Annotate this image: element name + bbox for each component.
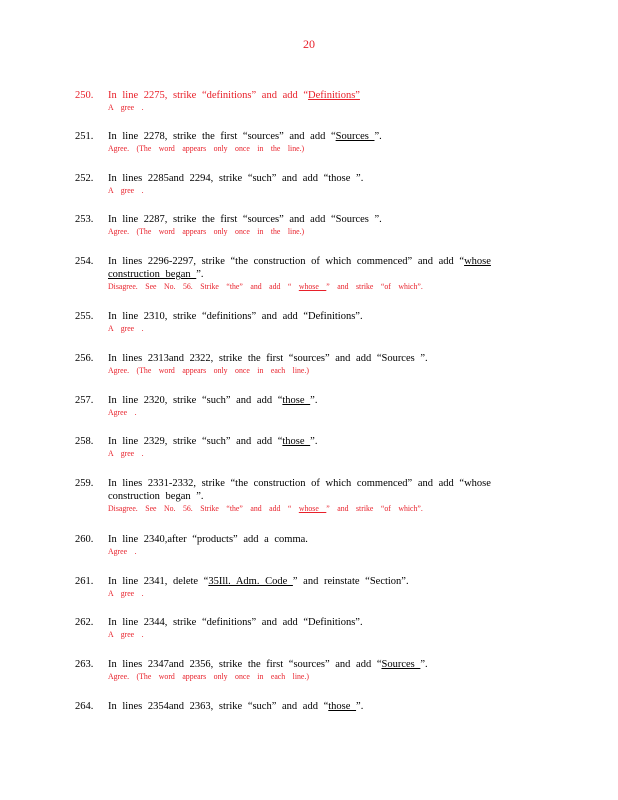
text-segment: ”. [310, 395, 318, 406]
text-segment: In line 2287, strike the first “sources” and add “Sources ”. [108, 214, 382, 225]
item-body [108, 394, 538, 418]
item-number: 262. [75, 617, 94, 628]
amendment-text [108, 352, 538, 365]
amendment-text [108, 533, 538, 546]
underlined-text: 35Ill. Adm. Code [208, 576, 293, 587]
response-text: Agree. (The word appears only once in each line.) [108, 671, 309, 681]
underlined-text: Sources [335, 131, 375, 142]
amendment-text [108, 130, 538, 143]
amendment-text [108, 658, 538, 671]
item-number: 256. [75, 353, 94, 364]
text-segment: In lines 2354and 2363, strike “such” and add “ [108, 701, 329, 712]
response-text: Agree . [108, 546, 137, 556]
underlined-text: whose [464, 256, 491, 267]
amendment-text [108, 477, 538, 490]
text-segment: In lines 2313and 2322, strike the first “sources” and add “Sources ”. [108, 353, 428, 364]
text-segment: ” and strike “of which”. [326, 503, 423, 513]
item-body [108, 255, 538, 292]
text-segment: In line 2340,after “products” add a comma. [108, 534, 308, 545]
item-number: 257. [75, 395, 94, 406]
item-number: 250. [75, 90, 94, 101]
amendment-text [108, 394, 538, 407]
item-number: 264. [75, 701, 94, 712]
response-text: A gree . [108, 185, 144, 195]
item-number: 253. [75, 214, 94, 225]
item-body [108, 310, 538, 334]
text-segment: ”. [356, 701, 364, 712]
text-segment: In lines 2331-2332, strike “the construction of which commenced” and add “whose [108, 478, 491, 489]
amendment-text [108, 575, 538, 588]
amendment-text-continued [108, 268, 538, 281]
response-text: A gree . [108, 588, 144, 598]
text-segment: construction began ”. [108, 491, 204, 502]
item-body [108, 130, 538, 154]
text-segment: In lines 2347and 2356, strike the first “sources” and add “ [108, 659, 382, 670]
amendment-text [108, 435, 538, 448]
text-segment: In line 2278, strike the first “sources” and add “ [108, 131, 336, 142]
amendment-text [108, 310, 538, 323]
response-text: Agree . [108, 407, 137, 417]
item-body [108, 172, 538, 196]
response-text: A gree . [108, 448, 144, 458]
text-segment: ”. [196, 269, 204, 280]
underlined-text: those [328, 701, 357, 712]
amendment-text [108, 255, 538, 268]
underlined-text: those [282, 436, 311, 447]
item-number: 258. [75, 436, 94, 447]
response-text: Agree. (The word appears only once in each line.) [108, 365, 309, 375]
item-body [108, 89, 538, 113]
response-text: Agree. (The word appears only once in the line.) [108, 226, 305, 236]
text-segment: ” and strike “of which”. [326, 281, 423, 291]
item-body [108, 658, 538, 682]
text-segment: ” and reinstate “Section”. [292, 576, 409, 587]
text-segment: Disagree. See No. 56. Strike “the” and add “ [108, 281, 299, 291]
amendment-text [108, 172, 538, 185]
item-body [108, 477, 538, 514]
response-text [108, 503, 504, 514]
item-body [108, 700, 538, 713]
underlined-text: construction began [108, 269, 197, 280]
underlined-text: Definitions” [308, 90, 360, 101]
amendment-text [108, 213, 538, 226]
item-number: 252. [75, 173, 94, 184]
underlined-text: whose [298, 503, 327, 513]
item-number: 260. [75, 534, 94, 545]
response-text: Agree. (The word appears only once in the line.) [108, 143, 305, 153]
item-body [108, 435, 538, 459]
text-segment: In line 2275, strike “definitions” and add “ [108, 90, 309, 101]
text-segment: In lines 2296-2297, strike “the construction of which commenced” and add “ [108, 256, 465, 267]
item-body [108, 352, 538, 376]
item-body [108, 533, 538, 557]
text-segment: In line 2310, strike “definitions” and add “Definitions”. [108, 311, 363, 322]
underlined-text: Sources [381, 659, 421, 670]
item-number: 263. [75, 659, 94, 670]
item-number: 254. [75, 256, 94, 267]
underlined-text: whose [298, 281, 327, 291]
item-number: 251. [75, 131, 94, 142]
amendment-text-continued [108, 490, 538, 503]
response-text: A gree . [108, 629, 144, 639]
response-text [108, 281, 504, 292]
text-segment: In line 2320, strike “such” and add “ [108, 395, 283, 406]
item-body [108, 213, 538, 237]
response-text: A gree . [108, 323, 144, 333]
item-number: 261. [75, 576, 94, 587]
text-segment: ”. [374, 131, 382, 142]
text-segment: In line 2329, strike “such” and add “ [108, 436, 283, 447]
response-text: A gree . [108, 102, 144, 112]
underlined-text: those [282, 395, 311, 406]
item-number: 255. [75, 311, 94, 322]
text-segment: In line 2341, delete “ [108, 576, 209, 587]
amendment-text [108, 89, 538, 102]
text-segment: ”. [310, 436, 318, 447]
text-segment: Disagree. See No. 56. Strike “the” and add “ [108, 503, 299, 513]
text-segment: ”. [420, 659, 428, 670]
item-number: 259. [75, 478, 94, 489]
text-segment: In line 2344, strike “definitions” and add “Definitions”. [108, 617, 363, 628]
item-body [108, 616, 538, 640]
page-number: 20 [303, 37, 315, 51]
item-body [108, 575, 538, 599]
amendment-text [108, 616, 538, 629]
amendment-text [108, 700, 538, 713]
text-segment: In lines 2285and 2294, strike “such” and add “those ”. [108, 173, 364, 184]
